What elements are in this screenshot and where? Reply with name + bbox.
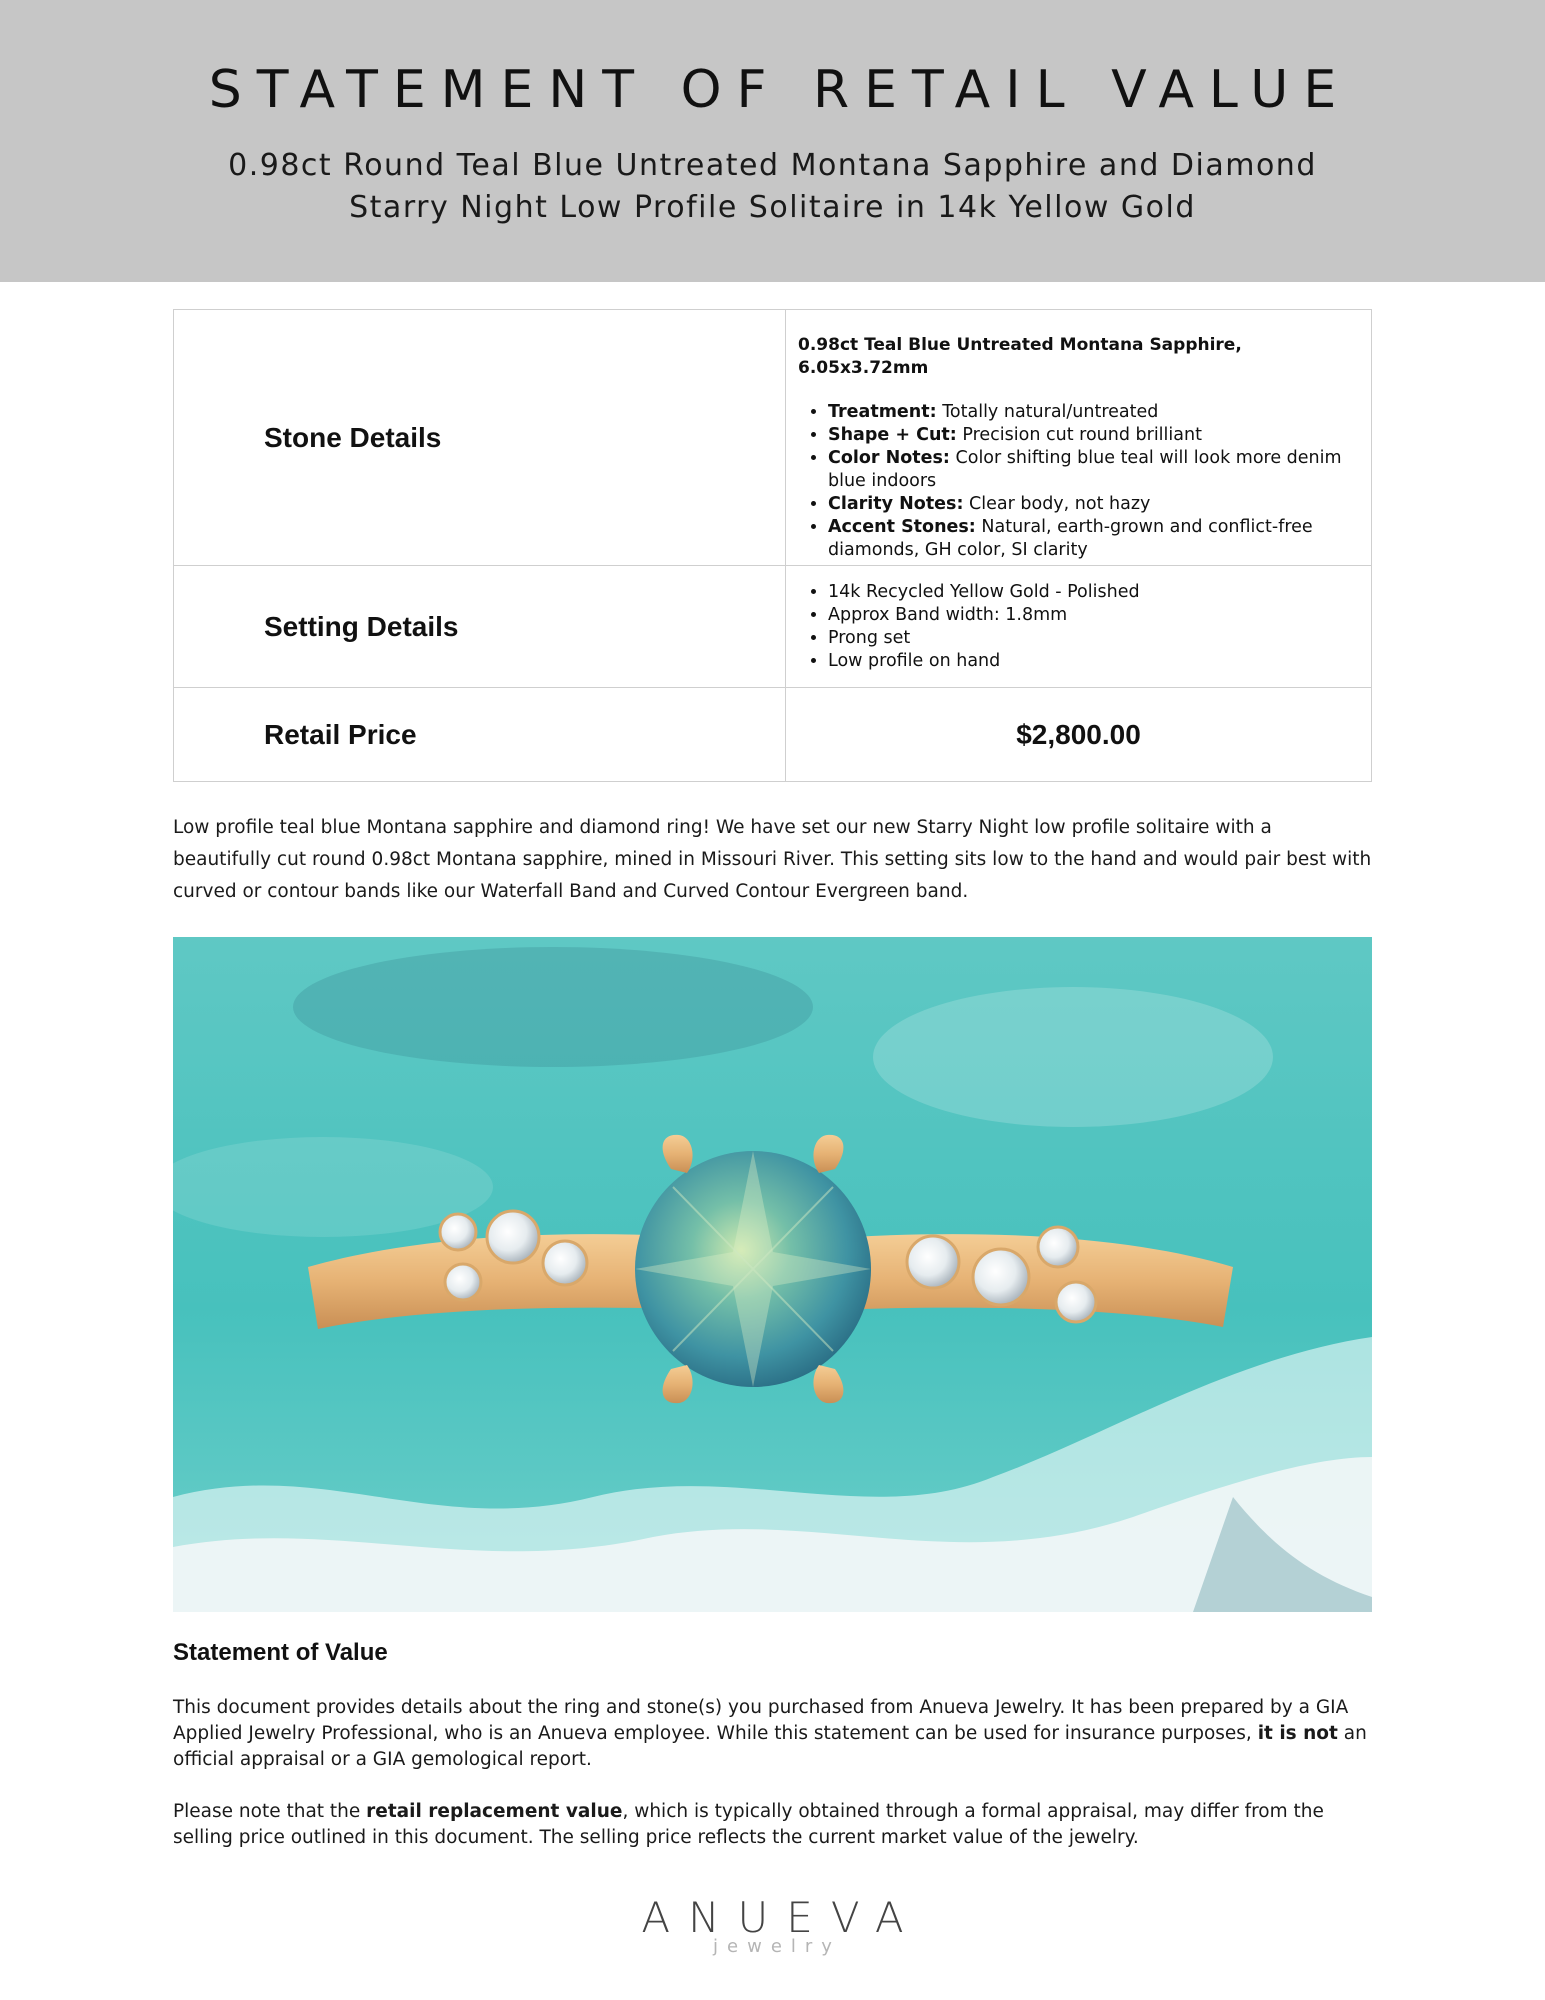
details-table — [173, 309, 1372, 782]
list-item: • Low profile on hand — [828, 650, 1353, 673]
setting-details-value — [786, 566, 1372, 688]
setting-details-list — [798, 581, 1353, 673]
page-header — [0, 0, 1545, 282]
list-item: • Shape + Cut: Precision cut round brilliant — [828, 424, 1353, 447]
stone-heading: 0.98ct Teal Blue Untreated Montana Sapphire, 6.05x3.72mm — [798, 335, 1242, 378]
retail-price-row — [174, 688, 1372, 782]
list-item: • Accent Stones: Natural, earth-grown and conflict-free diamonds, GH color, SI clarity — [828, 516, 1353, 562]
stone-details-list — [798, 401, 1353, 562]
list-item: • 14k Recycled Yellow Gold - Polished — [828, 581, 1353, 604]
statement-paragraph-1: This document provides details about the ring and stone(s) you purchased from Anueva Jewelry. It has been prepared by a GIA Applied Jewelry Professional, who is an Anueva employee. While this statement can be used for insurance purposes, it is not an official appraisal or a GIA gemological report. — [173, 1697, 1367, 1770]
page-title: STATEMENT OF RETAIL VALUE — [208, 60, 1352, 120]
list-item: • Prong set — [828, 627, 1353, 650]
list-item: • Treatment: Totally natural/untreated — [828, 401, 1353, 424]
retail-price-value: $2,800.00 — [786, 688, 1372, 782]
stone-details-row — [174, 310, 1372, 566]
stone-details-value — [786, 310, 1372, 566]
setting-details-label: Setting Details — [174, 566, 786, 688]
list-item: • Approx Band width: 1.8mm — [828, 604, 1353, 627]
setting-details-row — [174, 566, 1372, 688]
list-item: • Color Notes: Color shifting blue teal will look more denim blue indoors — [828, 447, 1353, 493]
statement-paragraph-2: Please note that the retail replacement value, which is typically obtained through a formal appraisal, may differ from the selling price outlined in this document. The selling price reflects the current market value of the jewelry. — [173, 1801, 1324, 1848]
logo-subtitle: jewelry — [713, 1936, 841, 1957]
statement-heading: Statement of Value — [173, 1639, 388, 1666]
stone-details-label: Stone Details — [174, 310, 786, 566]
retail-price-label: Retail Price — [174, 688, 786, 782]
product-description: Low profile teal blue Montana sapphire and diamond ring! We have set our new Starry Night low profile solitaire with a beautifully cut round 0.98ct Montana sapphire, mined in Missouri River. This setting sits low to the hand and would pair best with curved or contour bands like our Waterfall Band and Curved Contour Evergreen band. — [173, 817, 1372, 902]
logo-brand: ANUEVA — [641, 1893, 922, 1942]
ring-photo — [173, 937, 1372, 1612]
list-item: • Clarity Notes: Clear body, not hazy — [828, 493, 1353, 516]
anueva-logo — [0, 1893, 1545, 1957]
page-subtitle: 0.98ct Round Teal Blue Untreated Montana Sapphire and Diamond Starry Night Low Profile Solitaire in 14k Yellow Gold — [228, 148, 1317, 225]
